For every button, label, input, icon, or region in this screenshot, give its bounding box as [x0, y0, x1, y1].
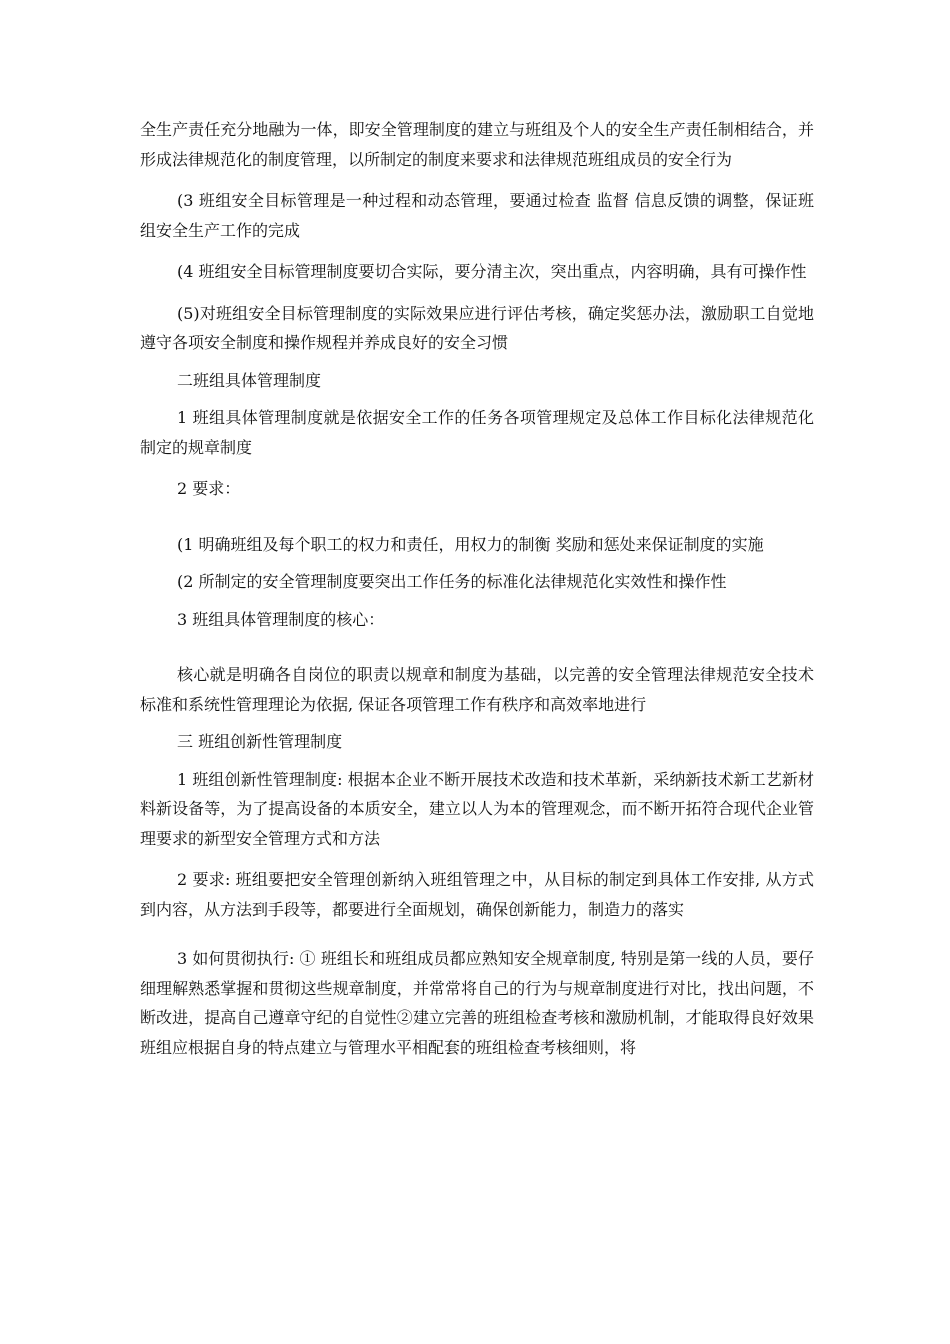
paragraph-requirement-2: (2 所制定的安全管理制度要突出工作任务的标准化法律规范化实效性和操作性 [177, 572, 727, 591]
paragraph-core-label: 3 班组具体管理制度的核心： [177, 609, 385, 629]
section-heading-3: 三 班组创新性管理制度 [177, 732, 343, 751]
paragraph-item-4: (4 班组安全目标管理制度要切合实际，要分清主次，突出重点，内容明确，具有可操作性 [177, 262, 807, 281]
document-body [140, 115, 814, 1062]
paragraph-core-content: 核心就是明确各自岗位的职责以规章和制度为基础，以完善的安全管理法律规范安全技术标准和系统性管理理论为依据, 保证各项管理工作有秩序和高效率地进行 [140, 665, 814, 714]
paragraph-requirements-label: 2 要求： [177, 479, 241, 498]
paragraph-item-3: (3 班组安全目标管理是一种过程和动态管理，要通过检查 监督 信息反馈的调整，保证班组安全生产工作的完成 [140, 191, 814, 240]
paragraph-continuation: 全生产责任充分地融为一体，即安全管理制度的建立与班组及个人的安全生产责任制相结合，并形成法律规范化的制度管理，以所制定的制度来要求和法律规范班组成员的安全行为 [140, 120, 814, 169]
paragraph-requirement-1: (1 明确班组及每个职工的权力和责任，用权力的制衡 奖励和惩处来保证制度的实施 [177, 534, 764, 554]
paragraph-definition: 1 班组具体管理制度就是依据安全工作的任务各项管理规定及总体工作目标化法律规范化制定的规章制度 [140, 408, 814, 457]
paragraph-implementation: 3 如何贯彻执行: ① 班组长和班组成员都应熟知安全规章制度, 特别是第一线的人员，要仔细理解熟悉掌握和贯彻这些规章制度，并常常将自己的行为与规章制度进行对比，找出问题，不断改进，提高自己遵章守纪的自觉性②建立完善的班组检查考核和激励机制，才能取得良好效果班组应根据自身的特点建立与管理水平相配套的班组检查考核细则，将 [140, 949, 814, 1057]
paragraph-item-5: (5)对班组安全目标管理制度的实际效果应进行评估考核，确定奖惩办法，激励职工自觉地遵守各项安全制度和操作规程并养成良好的安全习惯 [140, 303, 814, 352]
paragraph-innovation-requirements: 2 要求: 班组要把安全管理创新纳入班组管理之中，从目标的制定到具体工作安排, 从方式到内容，从方法到手段等，都要进行全面规划，确保创新能力，制造力的落实 [140, 870, 814, 919]
section-heading-2: 二班组具体管理制度 [177, 370, 322, 390]
paragraph-innovation-definition: 1 班组创新性管理制度: 根据本企业不断开展技术改造和技术革新，采纳新技术新工艺新材料新设备等，为了提高设备的本质安全，建立以人为本的管理观念，而不断开拓符合现代企业管理要求的新型安全管理方式和方法 [140, 769, 814, 848]
